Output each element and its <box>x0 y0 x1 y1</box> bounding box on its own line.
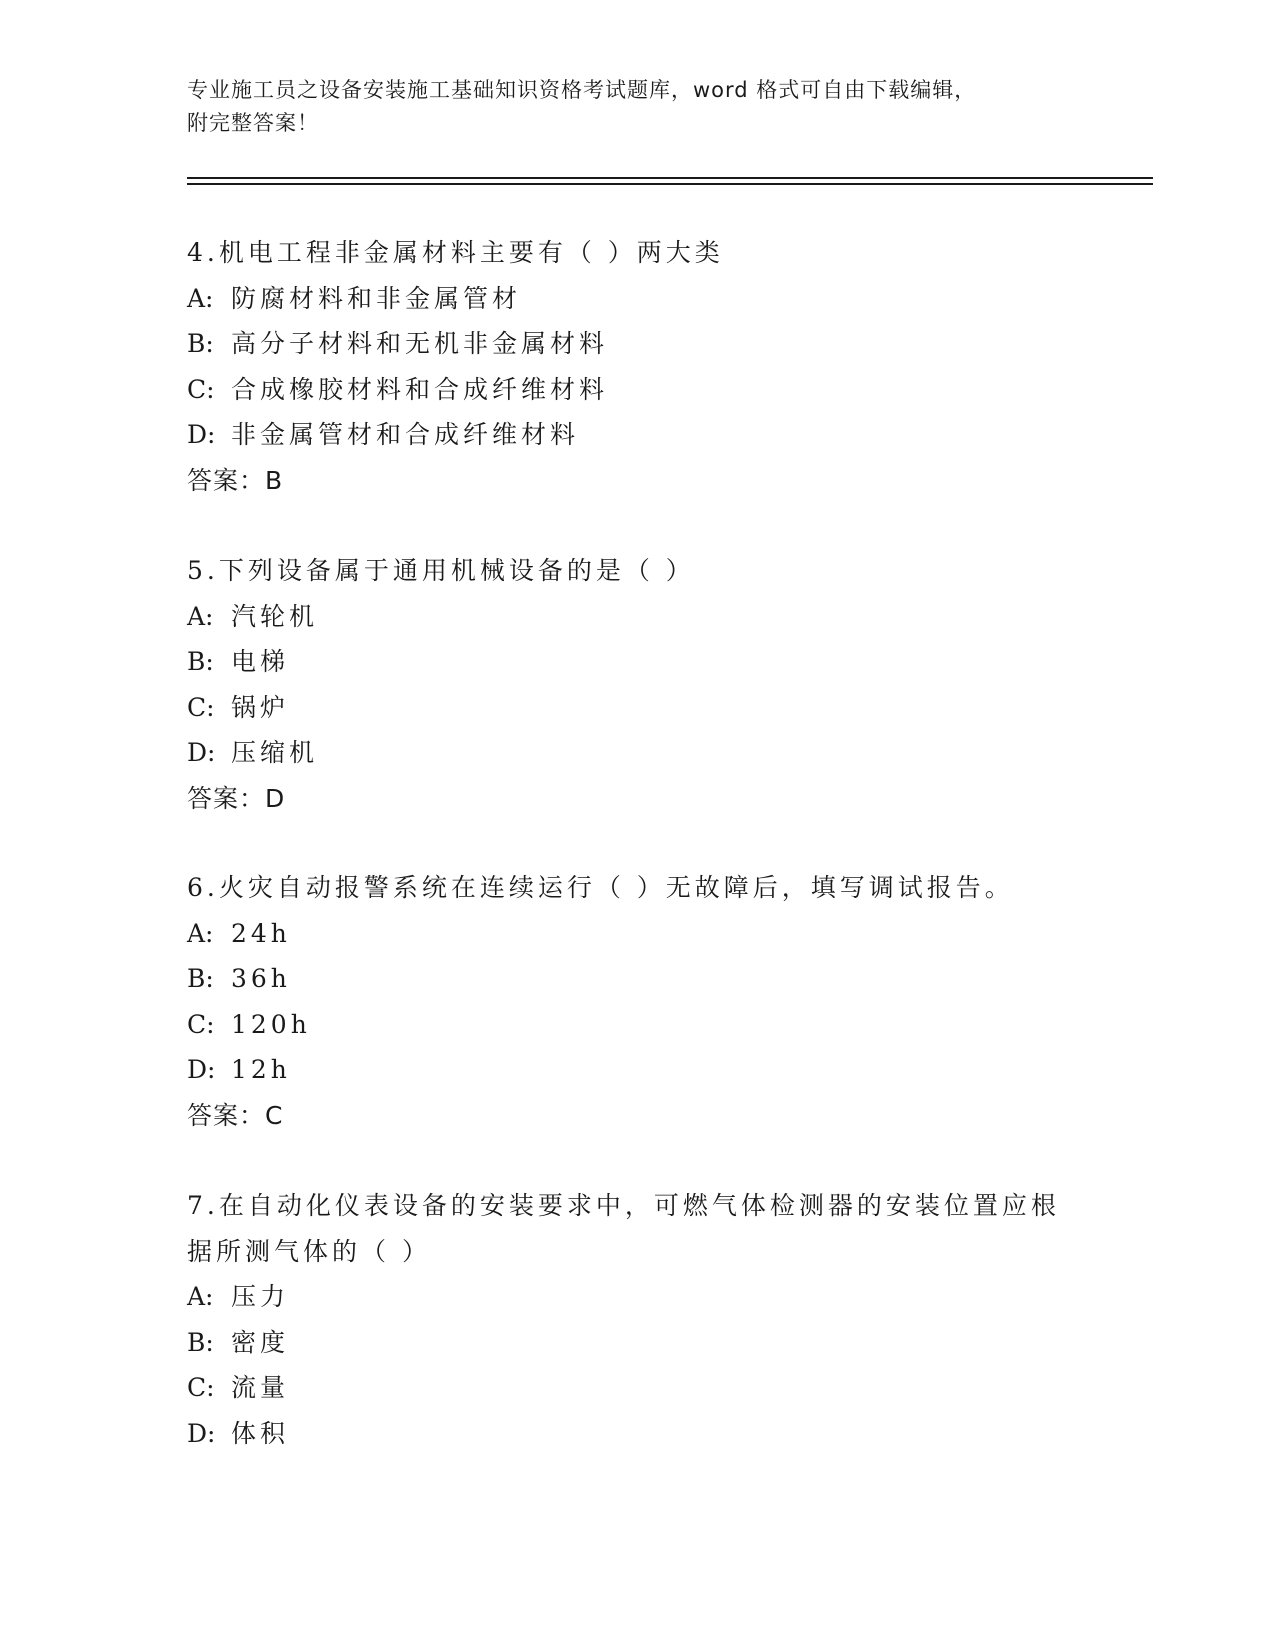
option-b <box>187 1320 1067 1366</box>
header-line-2: 附完整答案！ <box>187 111 319 135</box>
question-stem-line-2: 据所测气体的（ ） <box>187 1236 431 1266</box>
option-text: 汽轮机 <box>231 601 319 631</box>
option-text: 36h <box>231 964 291 993</box>
document-header <box>187 74 1067 140</box>
option-key: B: <box>187 329 214 358</box>
question-stem: 6.火灾自动报警系统在连续运行（ ）无故障后，填写调试报告。 <box>187 873 1014 902</box>
option-key: A: <box>187 918 214 948</box>
option-b <box>187 321 1067 367</box>
option-key: B: <box>187 647 214 676</box>
option-a <box>187 1274 1067 1320</box>
option-text: 电梯 <box>231 647 290 676</box>
option-key: C: <box>187 692 215 722</box>
option-key: D: <box>187 420 216 449</box>
option-a <box>187 594 1067 640</box>
question-4 <box>187 230 1067 503</box>
option-text: 120h <box>231 1009 311 1039</box>
option-c <box>187 1365 1067 1411</box>
option-b <box>187 956 1067 1002</box>
option-key: B: <box>187 964 214 993</box>
option-key: A: <box>187 1282 214 1311</box>
option-key: A: <box>187 283 214 313</box>
question-stem: 5.下列设备属于通用机械设备的是（ ） <box>187 556 695 585</box>
option-d <box>187 1411 1067 1457</box>
option-text: 12h <box>231 1055 291 1084</box>
question-stem-line-1: 7.在自动化仪表设备的安装要求中，可燃气体检测器的安装位置应根 <box>187 1191 1060 1220</box>
option-d <box>187 1047 1067 1093</box>
option-text: 压力 <box>231 1282 290 1311</box>
option-key: D: <box>187 1418 216 1448</box>
option-key: A: <box>187 601 214 631</box>
option-d <box>187 412 1067 458</box>
answer-line: 答案：C <box>187 1100 284 1130</box>
option-text: 体积 <box>231 1418 290 1448</box>
option-key: C: <box>187 1373 215 1402</box>
option-key: B: <box>187 1327 214 1357</box>
option-b <box>187 639 1067 685</box>
question-6 <box>187 865 1067 1138</box>
option-key: D: <box>187 738 216 767</box>
header-divider-bottom <box>187 183 1153 185</box>
option-key: D: <box>187 1055 216 1084</box>
question-5 <box>187 548 1067 821</box>
option-text: 防腐材料和非金属管材 <box>231 283 522 313</box>
option-key: C: <box>187 374 215 404</box>
option-c <box>187 1002 1067 1048</box>
option-text: 合成橡胶材料和合成纤维材料 <box>231 374 609 404</box>
question-7 <box>187 1183 1067 1456</box>
question-stem: 4.机电工程非金属材料主要有（ ）两大类 <box>187 238 724 267</box>
option-text: 密度 <box>231 1327 290 1357</box>
header-line-1: 专业施工员之设备安装施工基础知识资格考试题库，word 格式可自由下载编辑， <box>187 78 977 102</box>
answer-line: 答案：B <box>187 465 284 495</box>
option-text: 高分子材料和无机非金属材料 <box>231 329 609 358</box>
option-a <box>187 276 1067 322</box>
answer-line: 答案：D <box>187 783 286 813</box>
option-c <box>187 367 1067 413</box>
option-d <box>187 730 1067 776</box>
option-c <box>187 685 1067 731</box>
option-text: 压缩机 <box>231 738 319 767</box>
header-divider-top <box>187 177 1153 179</box>
option-text: 锅炉 <box>231 692 290 722</box>
option-text: 24h <box>231 918 291 948</box>
option-a <box>187 911 1067 957</box>
option-text: 非金属管材和合成纤维材料 <box>231 420 580 449</box>
option-key: C: <box>187 1009 215 1039</box>
option-text: 流量 <box>231 1373 290 1402</box>
